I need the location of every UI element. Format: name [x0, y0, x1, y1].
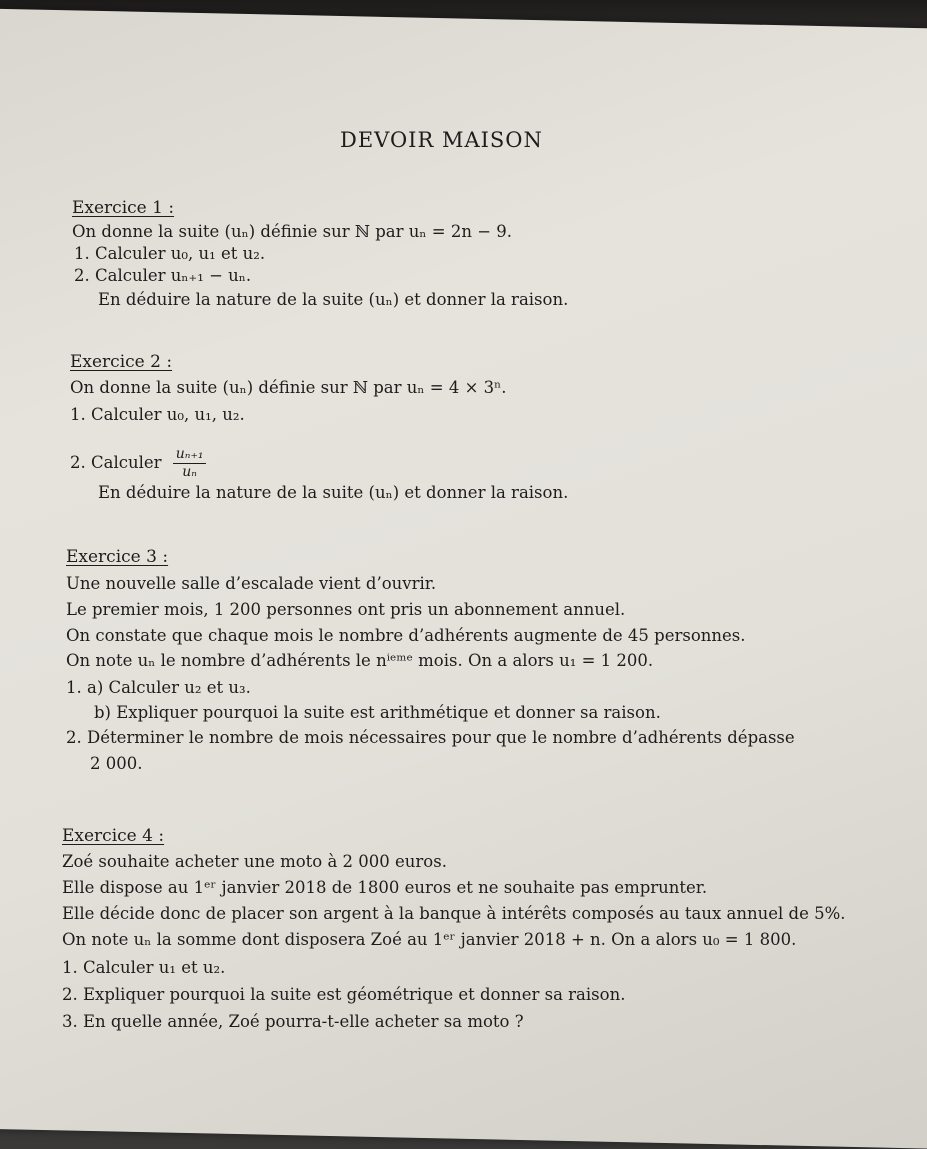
calculer-label: 2. Calculer [70, 453, 162, 472]
exercice-4-line-1: Zoé souhaite acheter une moto à 2 000 euros. [62, 852, 447, 871]
fraction-denominator: uₙ [182, 464, 197, 480]
exercice-3-line-5: 1. a) Calculer u₂ et u₃. [66, 678, 251, 697]
exercice-4-line-7: 3. En quelle année, Zoé pourra-t-elle acheter sa moto ? [62, 1012, 524, 1031]
exercice-2-line-3 [70, 446, 206, 481]
exercice-3-line-2: Le premier mois, 1 200 personnes ont pris un abonnement annuel. [66, 600, 626, 619]
exercice-3-line-3: On constate que chaque mois le nombre d’adhérents augmente de 45 personnes. [66, 626, 746, 645]
exercice-3-line-7: 2. Déterminer le nombre de mois nécessaires pour que le nombre d’adhérents dépasse [66, 728, 795, 747]
fraction [173, 446, 207, 481]
fraction-numerator: uₙ₊₁ [173, 446, 207, 464]
exercice-3-line-8: 2 000. [90, 754, 143, 773]
exercice-2-line-2: 1. Calculer u₀, u₁, u₂. [70, 405, 245, 424]
exercice-1-line-1: On donne la suite (uₙ) définie sur ℕ par uₙ = 2n − 9. [72, 222, 513, 241]
exercice-3-line-1: Une nouvelle salle d’escalade vient d’ouvrir. [66, 574, 437, 593]
exercice-3-line-6: b) Expliquer pourquoi la suite est arithmétique et donner sa raison. [94, 703, 661, 722]
exercice-1-line-3: 2. Calculer uₙ₊₁ − uₙ. [74, 266, 252, 285]
exercice-4-line-2: Elle dispose au 1ᵉʳ janvier 2018 de 1800 euros et ne souhaite pas emprunter. [62, 878, 708, 897]
exercice-1-line-2: 1. Calculer u₀, u₁ et u₂. [74, 244, 266, 263]
exercice-4-line-3: Elle décide donc de placer son argent à la banque à intérêts composés au taux annuel de 5%. [62, 904, 846, 923]
exercice-1-heading: Exercice 1 : [72, 198, 175, 218]
exercice-4-heading: Exercice 4 : [62, 826, 165, 846]
exercice-4-line-5: 1. Calculer u₁ et u₂. [62, 958, 226, 977]
exercice-1-line-4: En déduire la nature de la suite (uₙ) et donner la raison. [98, 290, 569, 309]
exercice-3-line-4: On note uₙ le nombre d’adhérents le nⁱᵉᵐᵉ mois. On a alors u₁ = 1 200. [66, 651, 654, 670]
exercice-4-line-6: 2. Expliquer pourquoi la suite est géométrique et donner sa raison. [62, 985, 626, 1004]
exercice-2-line-1: On donne la suite (uₙ) définie sur ℕ par uₙ = 4 × 3ⁿ. [70, 378, 507, 397]
page-title: DEVOIR MAISON [340, 128, 543, 152]
exercice-2-heading: Exercice 2 : [70, 352, 173, 372]
exercice-3-heading: Exercice 3 : [66, 547, 169, 567]
exercice-4-line-4: On note uₙ la somme dont disposera Zoé au 1ᵉʳ janvier 2018 + n. On a alors u₀ = 1 800. [62, 930, 797, 949]
exercice-2-line-4: En déduire la nature de la suite (uₙ) et donner la raison. [98, 483, 569, 502]
